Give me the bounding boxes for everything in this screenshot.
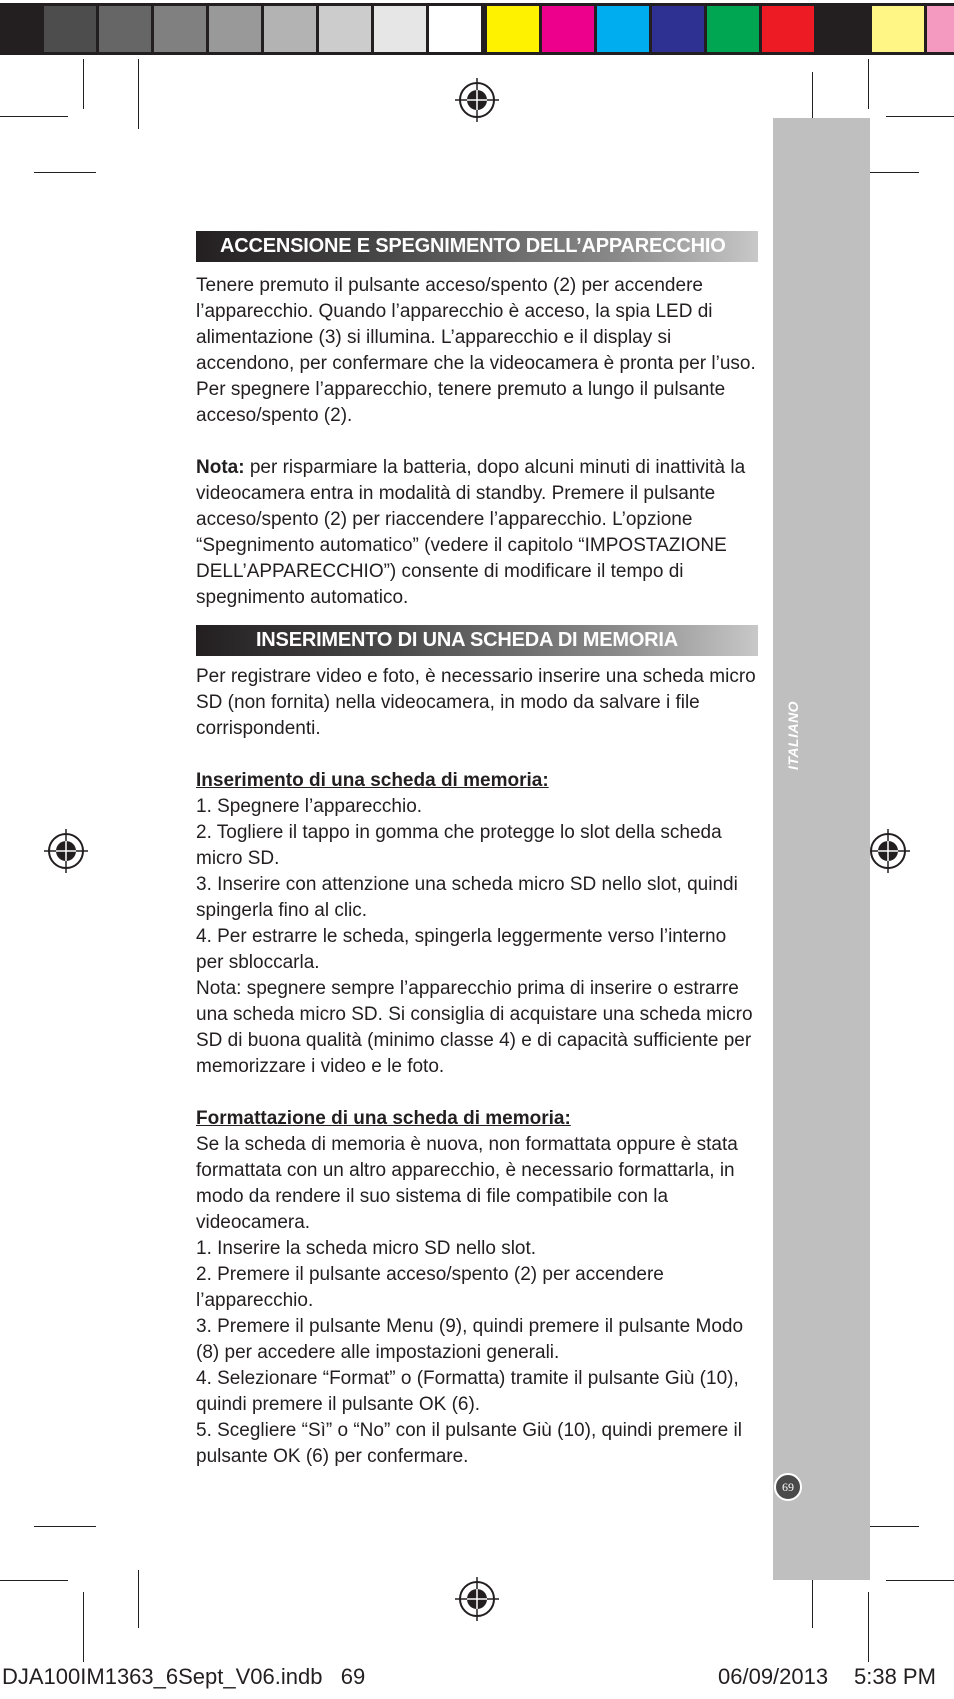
footer-filename: DJA100IM1363_6Sept_V06.indb 69 [2, 1664, 366, 1689]
memory-intro: Per registrare video e foto, è necessario inserire una scheda micro SD (non fornita) nella videocamera, in modo da salvare i file corrispondenti. [196, 666, 756, 739]
process-color-swatch [869, 3, 927, 55]
gray-swatch [41, 3, 99, 55]
insert-subheading: Inserimento di una scheda di memoria: [196, 770, 549, 791]
language-label: ITALIANO [785, 700, 801, 770]
gray-swatch [151, 3, 209, 55]
gray-swatch [206, 3, 264, 55]
section-heading-memory: INSERIMENTO DI UNA SCHEDA DI MEMORIA [196, 625, 758, 656]
insert-step: 4. Per estrarre le scheda, spingerla leggermente verso l’interno per sbloccarla. [196, 926, 727, 973]
insert-step: 1. Spegnere l’apparecchio. [196, 796, 423, 817]
note-text: per risparmiare la batteria, dopo alcuni minuti di inattività la videocamera entra in modalità di standby. Premere il pulsante acceso/spento (2) per riaccendere l’apparecchio. L’opzione “Spegnimento automatico” (vedere il capitolo “IMPOSTAZIONE DELL’APPARECCHIO”) consente di modificare il tempo di spegnimento automatico. [196, 457, 746, 608]
format-subheading: Formattazione di una scheda di memoria: [196, 1108, 571, 1129]
gray-swatch [371, 3, 429, 55]
footer-date: 06/09/2013 [718, 1664, 829, 1689]
color-calibration-bar [0, 0, 954, 59]
section-heading-power: ACCENSIONE E SPEGNIMENTO DELL’APPARECCHIO [196, 231, 758, 262]
format-step: 5. Scegliere “Sì” o “No” con il pulsante Giù (10), quindi premere il pulsante OK (6) per confermare. [196, 1420, 742, 1467]
format-step: 3. Premere il pulsante Menu (9), quindi premere il pulsante Modo (8) per accedere alle impostazioni generali. [196, 1316, 744, 1363]
registration-mark-icon [455, 78, 499, 122]
power-paragraph: Tenere premuto il pulsante acceso/spento (2) per accendere l’apparecchio. Quando l’apparecchio è acceso, la spia LED di alimentazione (3) si illumina. L’apparecchio e il display si accendono, per confermare che la videocamera è pronta per l’uso. Per spegnere l’apparecchio, tenere premuto a lungo il pulsante acceso/spento (2). [196, 275, 756, 426]
process-color-swatch [814, 3, 872, 55]
insert-step: 2. Togliere il tappo in gomma che protegge lo slot della scheda micro SD. [196, 822, 722, 869]
process-color-swatch [649, 3, 707, 55]
format-step: 2. Premere il pulsante acceso/spento (2) per accendere l’apparecchio. [196, 1264, 664, 1311]
process-color-swatch [704, 3, 762, 55]
gray-swatch [96, 3, 154, 55]
power-note [196, 455, 758, 611]
process-color-swatch [539, 3, 597, 55]
gray-swatch [261, 3, 319, 55]
gray-swatch [316, 3, 374, 55]
language-sidebar [773, 118, 870, 1580]
format-step: 1. Inserire la scheda micro SD nello slot. [196, 1238, 537, 1259]
format-intro: Se la scheda di memoria è nuova, non formattata oppure è stata formattata con un altro apparecchio, è necessario formattarla, in modo da rendere il suo sistema di file compatibile con la videocamera. [196, 1134, 738, 1233]
note-label: Nota: [196, 457, 245, 478]
format-step: 4. Selezionare “Format” o (Formatta) tramite il pulsante Giù (10), quindi premere il pulsante OK (6). [196, 1368, 739, 1415]
gray-swatch [0, 3, 44, 55]
page-content [196, 231, 758, 1470]
process-color-swatch [484, 3, 542, 55]
insert-step: 3. Inserire con attenzione una scheda micro SD nello slot, quindi spingerla fino al clic. [196, 874, 738, 921]
process-color-swatch [924, 3, 954, 55]
process-color-swatch [759, 3, 817, 55]
registration-mark-icon [866, 829, 910, 873]
gray-swatch [426, 3, 484, 55]
insert-note: Nota: spegnere sempre l’apparecchio prima di inserire o estrarre una scheda micro SD. Si consiglia di acquistare una scheda micro SD di buona qualità (minimo classe 4) e di capacità sufficiente per memorizzare i video e le foto. [196, 978, 753, 1077]
process-color-swatch [594, 3, 652, 55]
registration-mark-icon [455, 1577, 499, 1621]
footer-time: 5:38 PM [854, 1664, 936, 1689]
page-number-badge: 69 [774, 1473, 802, 1501]
registration-mark-icon [44, 829, 88, 873]
